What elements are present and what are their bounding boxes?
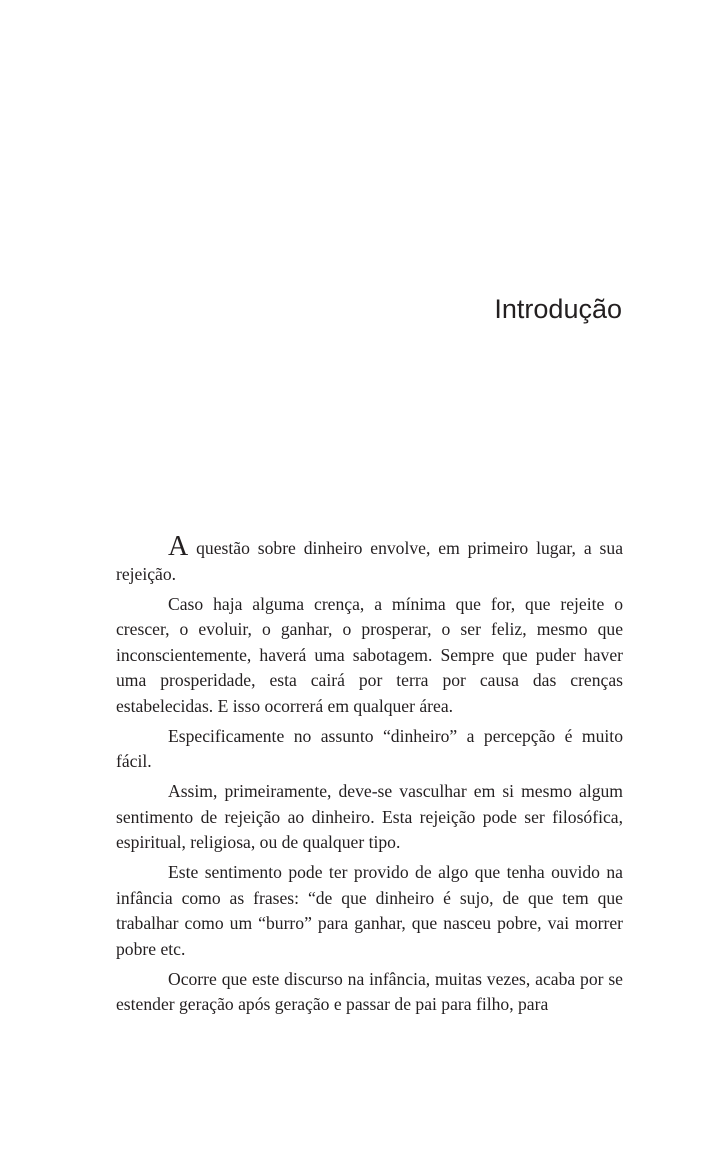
paragraph-3: Especificamente no assunto “dinheiro” a percepção é muito fácil. xyxy=(116,725,623,771)
paragraph-initial: A xyxy=(168,531,189,562)
paragraph-5: Este sentimento pode ter provido de algo que tenha ouvido na infância como as frases: “de que dinheiro é sujo, de que tem que trabalhar como um “burro” para ganhar, que nasceu pobre, vai morrer pobre etc. xyxy=(116,862,623,959)
paragraph-4: Assim, primeiramente, deve-se vasculhar em si mesmo algum sentimento de rejeição ao dinheiro. Esta rejeição pode ser filosófica, espiritual, religiosa, ou de qualquer tipo. xyxy=(116,781,623,852)
paragraph-2: Caso haja alguma crença, a mínima que for, que rejeite o crescer, o evoluir, o ganhar, o prosperar, o ser feliz, mesmo que inconscientemente, haverá uma sabotagem. Sempre que puder haver uma prosperidade, esta cairá por terra por causa das crenças estabelecidas. E isso ocorrerá em qualquer área. xyxy=(116,593,623,716)
paragraph-1-text: questão sobre dinheiro envolve, em primeiro lugar, a sua rejeição. xyxy=(116,538,623,584)
paragraph-6: Ocorre que este discurso na infância, muitas vezes, acaba por se estender geração após geração e passar de pai para filho, para xyxy=(116,968,623,1014)
chapter-title: Introdução xyxy=(494,294,622,324)
chapter-body xyxy=(116,531,623,1022)
paragraph-1 xyxy=(116,531,623,587)
